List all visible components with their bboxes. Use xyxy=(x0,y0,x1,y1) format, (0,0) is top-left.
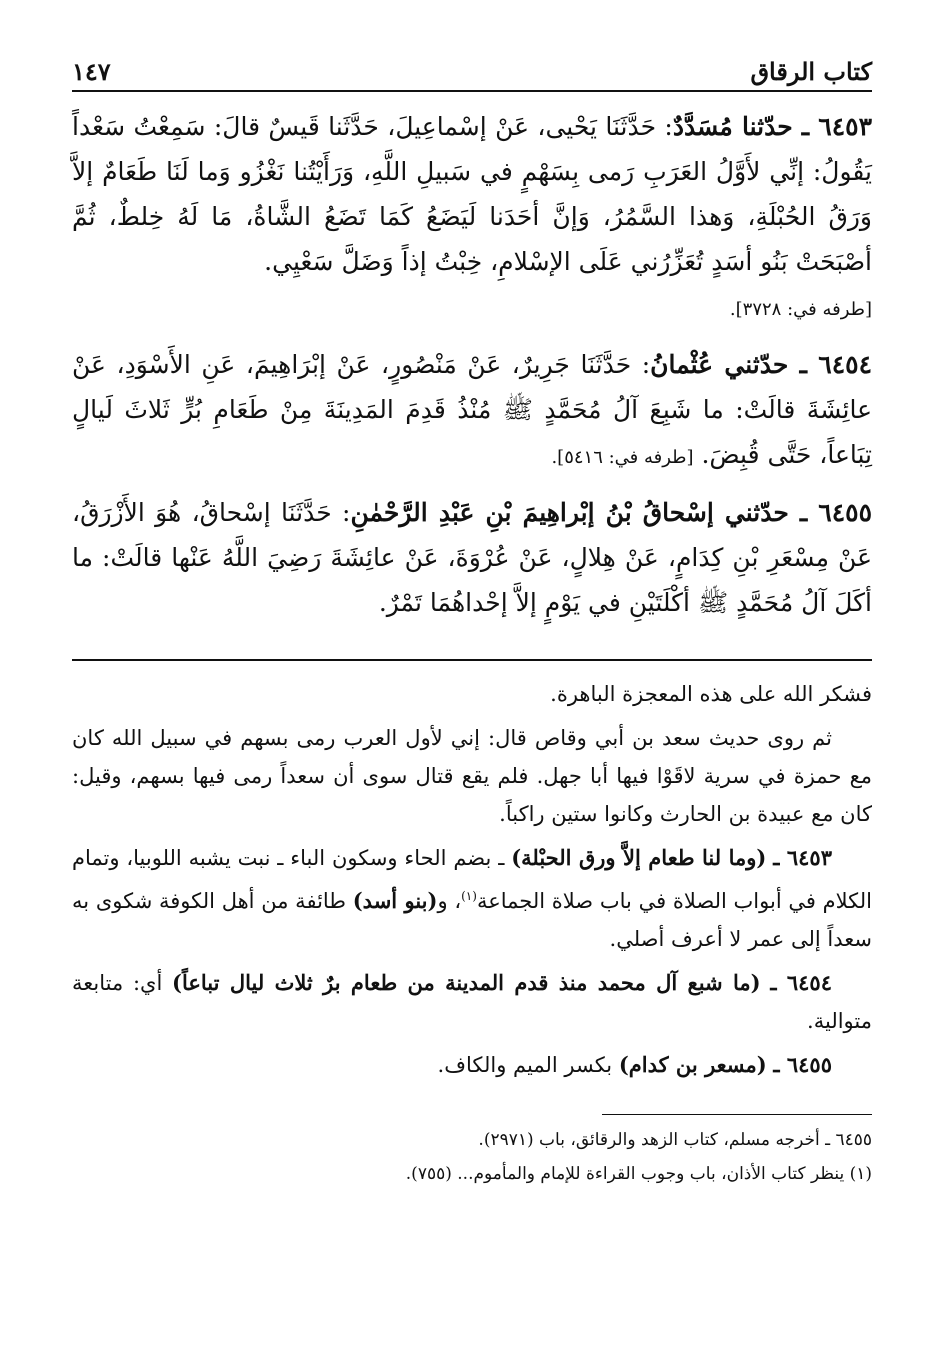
chapter-title: كتاب الرقاق xyxy=(750,57,872,86)
commentary-number: ٦٤٥٤ ـ xyxy=(770,970,832,995)
commentary-quote: (مسعر بن كدام) xyxy=(618,1052,767,1077)
footnote-divider xyxy=(602,1114,872,1115)
hadith-lead: حدّثني إسْحاقُ بْنُ إبْراهِيمَ بْنِ عَبْدِ الرَّحْمٰنِ xyxy=(350,498,789,527)
footnotes-section xyxy=(72,1123,872,1191)
commentary-number: ٦٤٥٣ ـ xyxy=(773,845,832,870)
footnote: ٦٤٥٥ ـ أخرجه مسلم، كتاب الزهد والرقائق، باب (٢٩٧١). xyxy=(478,1130,872,1150)
commentary-quote: (وما لنا طعام إلاَّ ورق الحبْلة) xyxy=(511,845,767,870)
hadith-text: : حَدَّثَنَا يَحْيى، عَنْ إسْماعِيلَ، حَدَّثَنا قَيسٌ قالَ: سَمِعْتُ سَعْداً يَقُولُ: إنِّي لأَوَّلُ العَرَبِ رَمى بِسَهْمٍ في سَبيلِ اللَّهِ، وَرَأَيْتُنا نَغْزُو وَما لَنَا طَعَامٌ إلاَّ وَرَقُ الحُبْلَةِ، وَهذا السَّمُرُ، وَإنَّ أحَدَنا لَيَضَعُ كَمَا تَضَعُ الشَّاةُ، مَا لَهُ خِلطٌ، ثُمَّ أصْبَحَتْ بَنُو أسَدٍ تُعَزِّرُني عَلَى الإسْلامِ، خِبْتُ إذاً وَضَلَّ سَعْيِي. xyxy=(72,112,872,276)
commentary-6453 xyxy=(72,839,872,958)
commentary-text: أي: متابعة متوالية. xyxy=(72,971,872,1033)
hadith-lead: حدّثنا مُسَدَّدٌ xyxy=(672,112,793,141)
commentary-section xyxy=(72,675,872,1084)
hadith-number: ٦٤٥٤ xyxy=(818,350,872,379)
commentary-divider xyxy=(72,659,872,661)
hadith-6453: ٦٤٥٣ ـ حدّثنا مُسَدَّدٌ: حَدَّثَنَا يَحْيى، عَنْ إسْماعِيلَ، حَدَّثَنا قَيسٌ قالَ: سَمِعْتُ سَعْداً يَقُولُ: إنِّي لأَوَّلُ العَرَبِ رَمى بِسَهْمٍ في سَبيلِ اللَّهِ، وَرَأَيْتُنا نَغْزُو وَما لَنَا طَعَامٌ إلاَّ وَرَقُ الحُبْلَةِ، وَهذا السَّمُرُ، وَإنَّ أحَدَنا لَيَضَعُ كَمَا تَضَعُ الشَّاةُ، مَا لَهُ خِلطٌ، ثُمَّ أصْبَحَتْ بَنُو أسَدٍ تُعَزِّرُني عَلَى الإسْلامِ، خِبْتُ إذاً وَضَلَّ سَعْيِي. [طرفه في: ٣٧٢٨]. xyxy=(72,112,872,320)
hadith-number: ٦٤٥٥ xyxy=(818,498,872,527)
page-number: ١٤٧ xyxy=(72,57,111,86)
hadith-text: : حَدَّثَنَا إسْحاقُ، هُوَ الأَزْرَقُ، عَنْ مِسْعَرِ بْنِ كِدَامٍ، عَنْ هِلالٍ، عَنْ عُرْوَةَ، عَنْ عائِشَةَ رَضِيَ اللَّهُ عَنْها قالَتْ: ما أكَلَ آلُ مُحَمَّدٍ ﷺ أكْلَتَيْنِ في يَوْمٍ إلاَّ إحْداهُمَا تَمْرٌ. xyxy=(72,498,872,617)
commentary-paragraph: ثم روى حديث سعد بن أبي وقاص قال: إني لأول العرب رمى بسهم في سبيل الله كان مع حمزة في سرية لاقَوْا فيها أبا جهل. فلم يقع قتال سوى أن سعداً رمى فيها بسهم، وقيل: كان مع عبيدة بن الحارث وكانوا ستين راكباً. xyxy=(72,726,872,826)
hadith-text: : حَدَّثَنَا جَرِيرٌ، عَنْ مَنْصُورٍ، عَنْ إبْرَاهِيمَ، عَنِ الأَسْوَدِ، عَنْ عائِشَةَ قالَتْ: ما شَبِعَ آلُ مُحَمَّدٍ ﷺ مُنْذُ قَدِمَ المَدِينَةَ مِنْ طَعَامِ بُرٍّ ثَلاثَ لَيالٍ تِبَاعاً، حَتَّى قُبِضَ. xyxy=(72,350,872,469)
commentary-quote: (ما شبع آل محمد منذ قدم المدينة من طعام برٌ ثلاث ليال تباعاً) xyxy=(172,970,761,995)
commentary-paragraph: فشكر الله على هذه المعجزة الباهرة. xyxy=(550,682,872,706)
commentary-6455 xyxy=(72,1046,872,1084)
page-header xyxy=(72,40,872,92)
commentary-text: ، و xyxy=(437,889,462,913)
hadith-lead: حدّثني عُثْمانُ xyxy=(650,350,789,379)
commentary-text: ـ بضم الحاء وسكون الباء ـ نبت يشبه اللوبيا، وتمام الكلام في أبواب الصلاة في باب صلاة الجماعة xyxy=(72,846,872,913)
commentary-6454 xyxy=(72,964,872,1040)
hadith-tarf: [طرفه في: ٣٧٢٨]. xyxy=(729,299,872,320)
hadith-6455: ٦٤٥٥ ـ حدّثني إسْحاقُ بْنُ إبْراهِيمَ بْنِ عَبْدِ الرَّحْمٰنِ: حَدَّثَنَا إسْحاقُ، هُوَ الأَزْرَقُ، عَنْ مِسْعَرِ بْنِ كِدَامٍ، عَنْ هِلالٍ، عَنْ عُرْوَةَ، عَنْ عائِشَةَ رَضِيَ اللَّهُ عَنْها قالَتْ: ما أكَلَ آلُ مُحَمَّدٍ ﷺ أكْلَتَيْنِ في يَوْمٍ إلاَّ إحْداهُمَا تَمْرٌ. xyxy=(72,498,872,617)
hadith-number: ٦٤٥٣ xyxy=(818,112,872,141)
hadith-tarf: [طرفه في: ٥٤١٦]. xyxy=(551,447,694,468)
footnote: (١) ينظر كتاب الأذان، باب وجوب القراءة للإمام والمأموم... (٧٥٥). xyxy=(405,1164,872,1184)
commentary-text: طائفة من أهل الكوفة شكوى به سعداً إلى عمر لا أعرف أصلي. xyxy=(72,889,872,951)
commentary-number: ٦٤٥٥ ـ xyxy=(773,1052,832,1077)
commentary-quote: (بنو أسد) xyxy=(352,888,438,913)
footnote-ref: (١) xyxy=(461,889,477,903)
hadith-6454: ٦٤٥٤ ـ حدّثني عُثْمانُ: حَدَّثَنَا جَرِيرٌ، عَنْ مَنْصُورٍ، عَنْ إبْرَاهِيمَ، عَنِ الأَسْوَدِ، عَنْ عائِشَةَ قالَتْ: ما شَبِعَ آلُ مُحَمَّدٍ ﷺ مُنْذُ قَدِمَ المَدِينَةَ مِنْ طَعَامِ بُرٍّ ثَلاثَ لَيالٍ تِبَاعاً، حَتَّى قُبِضَ. [طرفه في: ٥٤١٦]. xyxy=(72,350,872,469)
hadith-section xyxy=(72,104,872,625)
commentary-text: بكسر الميم والكاف. xyxy=(437,1053,619,1077)
